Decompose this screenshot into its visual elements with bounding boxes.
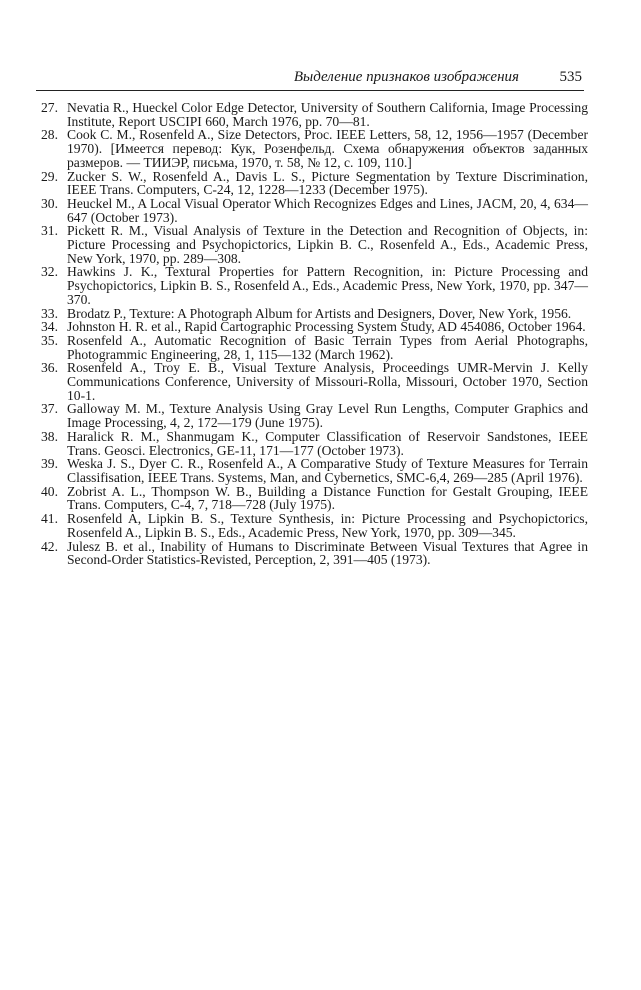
reference-text: Johnston H. R. et al., Rapid Cartographic Processing System Study, AD 454086, October 1964. [67,319,586,335]
reference-text: Nevatia R., Hueckel Color Edge Detector, University of Southern California, Image Processing Institute, Report USCIPI 660, March 1976, pp. 70—81. [67,100,588,129]
reference-number: 41. [41,511,58,527]
reference-text: Heuckel M., A Local Visual Operator Which Recognizes Edges and Lines, JACM, 20, 4, 634—647 (October 1973). [67,195,588,225]
reference-item [28,320,588,334]
reference-text: Hawkins J. K., Textural Properties for Pattern Recognition, in: Picture Processing and Psychopictorics, Lipkin B. S., Rosenfeld A., Eds., Academic Press, New York, 1970, pp. 347—370. [67,264,588,307]
reference-item [28,512,588,539]
running-title: Выделение признаков изображения [293,69,519,85]
reference-item [28,457,588,484]
page-number: 535 [559,69,582,85]
reference-number: 40. [41,483,58,499]
reference-item [28,430,588,457]
reference-number: 33. [41,305,58,321]
reference-item [28,402,588,429]
reference-number: 29. [41,168,58,184]
reference-number: 35. [41,332,58,348]
reference-number: 34. [41,319,58,335]
reference-text: Rosenfeld A., Troy E. B., Visual Texture Analysis, Proceedings UMR-Mervin J. Kelly Communications Conference, University of Missouri-Rolla, Missouri, October 1970, Section 10-1. [67,360,588,403]
reference-number: 36. [41,360,58,376]
reference-item [28,128,588,169]
reference-text: Weska J. S., Dyer C. R., Rosenfeld A., A Comparative Study of Texture Measures for Terrain Classifisation, IEEE Trans. Systems, Man, and Cybernetics, SMC-6,4, 269—285 (April 1976). [67,456,588,485]
reference-item [28,334,588,361]
reference-text: Julesz B. et al., Inability of Humans to Discriminate Between Visual Textures that Agree in Second-Order Statistics-Revisted, Perception, 2, 391—405 (1973). [67,538,588,568]
reference-text: Zucker S. W., Rosenfeld A., Davis L. S., Picture Segmentation by Texture Discrimination, IEEE Trans. Computers, C-24, 12, 1228—1233 (December 1975). [67,168,588,198]
reference-text: Rosenfeld A, Lipkin B. S., Texture Synthesis, in: Picture Processing and Psychopictorics, Rosenfeld A., Lipkin B. S., Eds., Academic Press, New York, 1970, pp. 309—345. [67,511,588,540]
reference-text: Rosenfeld A., Automatic Recognition of Basic Terrain Types from Aerial Photographs, Photogrammic Engineering, 28, 1, 115—132 (March 1962). [67,332,588,362]
reference-text: Cook C. M., Rosenfeld A., Size Detectors, Proc. IEEE Letters, 58, 12, 1956—1957 (December 1970). [Имеется перевод: Кук, Розенфельд. Схема обнаружения объектов заданных размеров. — ТИИЭР, письма, 1970, т. 58, № 12, с. 109, 110.] [67,127,588,170]
reference-number: 37. [41,401,58,417]
running-header [36,66,584,91]
reference-number: 31. [41,223,58,239]
reference-list [28,101,588,567]
reference-item [28,197,588,224]
reference-item [28,307,588,321]
reference-number: 32. [41,264,58,280]
reference-text: Pickett R. M., Visual Analysis of Texture in the Detection and Recognition of Objects, in: Picture Processing and Psychopictorics, Lipkin B. C., Rosenfeld A., Eds., Academic Press, New York, 1970, pp. 289—308. [67,223,588,266]
reference-text: Galloway M. M., Texture Analysis Using Gray Level Run Lengths, Computer Graphics and Image Processing, 4, 2, 172—179 (June 1975). [67,401,588,431]
reference-number: 38. [41,428,58,444]
reference-text: Haralick R. M., Shanmugam K., Computer Classification of Reservoir Sandstones, IEEE Trans. Geosci. Electronics, GE-11, 171—177 (October 1973). [67,428,588,458]
reference-text: Brodatz P., Texture: A Photograph Album for Artists and Designers, Dover, New York, 1956. [67,305,572,321]
reference-item [28,101,588,128]
reference-item [28,361,588,402]
reference-item [28,265,588,306]
reference-number: 42. [41,538,58,554]
reference-number: 27. [41,100,58,115]
reference-item [28,540,588,567]
reference-number: 39. [41,456,58,472]
reference-item [28,170,588,197]
reference-number: 30. [41,195,58,211]
reference-text: Zobrist A. L., Thompson W. B., Building a Distance Function for Gestalt Grouping, IEEE Trans. Computers, C-4, 7, 718—728 (July 1975). [67,483,588,513]
reference-item [28,224,588,265]
reference-item [28,485,588,512]
reference-number: 28. [41,127,58,143]
